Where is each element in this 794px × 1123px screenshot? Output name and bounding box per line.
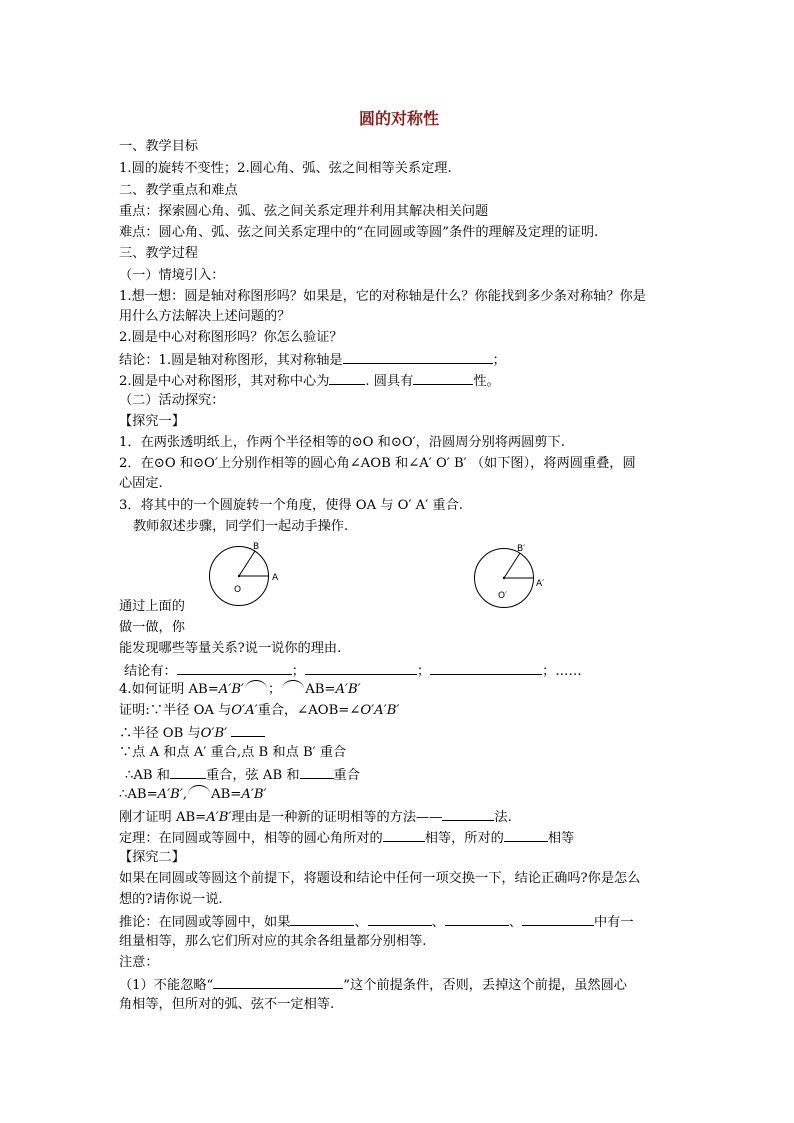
answer-blank[interactable] <box>329 370 365 385</box>
paragraph: 1.圆的旋转不变性；2.圆心角、弧、弦之间相等关系定理. <box>119 161 452 176</box>
section-heading: 一、教学目标 <box>119 139 199 154</box>
answer-blank[interactable] <box>343 349 493 364</box>
label-b: B <box>253 542 260 552</box>
paragraph: 1.想一想：圆是轴对称图形吗？如果是，它的对称轴是什么？你能找到多少条对称轴？你是 <box>119 289 646 304</box>
label-a: A <box>272 573 279 583</box>
answer-blank[interactable] <box>383 827 425 842</box>
arc-symbol <box>282 680 304 689</box>
paragraph: 重点：探索圆心角、弧、弦之间关系定理并利用其解决相关问题 <box>119 204 489 219</box>
inference-line: 推论：在同圆或等圆中，如果 、 、 、 中有一 <box>119 911 634 933</box>
exploration-heading: 【探究二】 <box>119 850 185 865</box>
answer-blank[interactable] <box>430 660 542 675</box>
proof-line: ∴AB 和 重合，弦 AB 和 重合 <box>125 764 360 786</box>
label-b-prime: B′ <box>517 544 526 554</box>
paragraph: 做一做，你 <box>119 620 185 635</box>
proof-question: 4.如何证明 AB=A′B′ ； AB=A′B′ <box>119 682 361 697</box>
answer-blank[interactable] <box>504 827 548 842</box>
note-heading: 注意： <box>119 955 159 970</box>
conclusion-blanks: 结论有： ； ； ；…… <box>124 660 582 682</box>
paragraph: 能发现哪些等量关系?说一说你的理由. <box>119 641 342 656</box>
radius-ob <box>239 551 255 576</box>
conclusion-line-2: 2.圆是中心对称图形，其对称中心为 . 圆具有 性。 <box>119 370 500 392</box>
proof-line: ∴AB=A′B′, AB=A′B′ <box>119 787 267 802</box>
answer-blank[interactable] <box>413 370 473 385</box>
paragraph: 心固定. <box>119 476 163 491</box>
paragraph: 想的?请你说一说. <box>119 892 223 907</box>
note-line: （1）不能忽略“ ”这个前提条件，否则，丢掉这个前提，虽然圆心 <box>119 974 627 996</box>
paragraph: 组量相等，那么它们所对应的其余各组量都分别相等. <box>119 934 427 949</box>
circle-figure-o <box>204 538 294 608</box>
exploration-heading: 【探究一】 <box>119 414 185 429</box>
answer-blank[interactable] <box>177 660 292 675</box>
answer-blank[interactable] <box>231 722 265 737</box>
answer-blank[interactable] <box>442 806 494 821</box>
conclusion-line-1: 结论：1.圆是轴对称图形，其对称轴是 ； <box>119 349 506 371</box>
subheading: （二）活动探究： <box>119 393 225 408</box>
note-line: 角相等，但所对的弧、弦不一定相等. <box>119 997 335 1012</box>
proof-line: ∵点 A 和点 A′ 重合,点 B 和点 B′ 重合 <box>119 745 347 760</box>
paragraph: 用什么方法解决上述问题的？ <box>119 309 291 324</box>
answer-blank[interactable] <box>300 764 334 779</box>
proof-line: 刚才证明 AB=A′B′理由是一种新的证明相等的方法—— 法. <box>119 806 512 828</box>
label-o-prime: O′ <box>498 591 508 601</box>
paragraph: 如果在同圆或等圆这个前提下，将题设和结论中任何一项交换一下，结论正确吗?你是怎么 <box>119 871 641 886</box>
subheading: （一）情境引入： <box>119 268 225 283</box>
answer-blank[interactable] <box>213 974 343 989</box>
label-o: O <box>234 585 242 595</box>
paragraph: 通过上面的 <box>119 599 185 614</box>
radius-ob-prime <box>504 553 520 578</box>
paragraph: 2．在⊙O 和⊙O′上分别作相等的圆心角∠AOB 和∠A′ O′ B′ （如下图），将两圆重叠，圆 <box>119 456 636 471</box>
arc-symbol <box>245 680 267 689</box>
theorem-line: 定理：在同圆或等圆中，相等的圆心角所对的 相等，所对的 相等 <box>119 827 574 849</box>
arc-symbol <box>188 785 210 794</box>
answer-blank[interactable] <box>368 911 432 926</box>
section-heading: 三、教学过程 <box>119 246 199 261</box>
paragraph: 2.圆是中心对称图形吗？你怎么验证？ <box>119 330 343 345</box>
label-a-prime: A′ <box>536 579 545 589</box>
page-title: 圆的对称性 <box>358 109 439 128</box>
paragraph: 3．将其中的一个圆旋转一个角度，使得 OA 与 O′ A′ 重合. <box>119 498 463 513</box>
answer-blank[interactable] <box>445 911 509 926</box>
circle-figure-o-prime <box>469 540 559 610</box>
section-heading: 二、教学重点和难点 <box>119 183 238 198</box>
paragraph: 1．在两张透明纸上，作两个半径相等的⊙O 和⊙O′，沿圆周分别将两圆剪下. <box>119 435 565 450</box>
answer-blank[interactable] <box>305 660 417 675</box>
center-point <box>503 577 505 579</box>
paragraph: 难点：圆心角、弧、弦之间关系定理中的“在同圆或等圆”条件的理解及定理的证明. <box>119 225 599 240</box>
answer-blank[interactable] <box>522 911 594 926</box>
answer-blank[interactable] <box>170 764 206 779</box>
proof-line: ∴半径 OB 与O′B′ <box>119 722 265 744</box>
proof-line: 证明:∵半径 OA 与O′A′重合，∠AOB=∠O′A′B′ <box>119 703 400 718</box>
center-point <box>238 575 240 577</box>
answer-blank[interactable] <box>290 911 354 926</box>
paragraph: 教师叙述步骤，同学们一起动手操作. <box>133 519 349 534</box>
